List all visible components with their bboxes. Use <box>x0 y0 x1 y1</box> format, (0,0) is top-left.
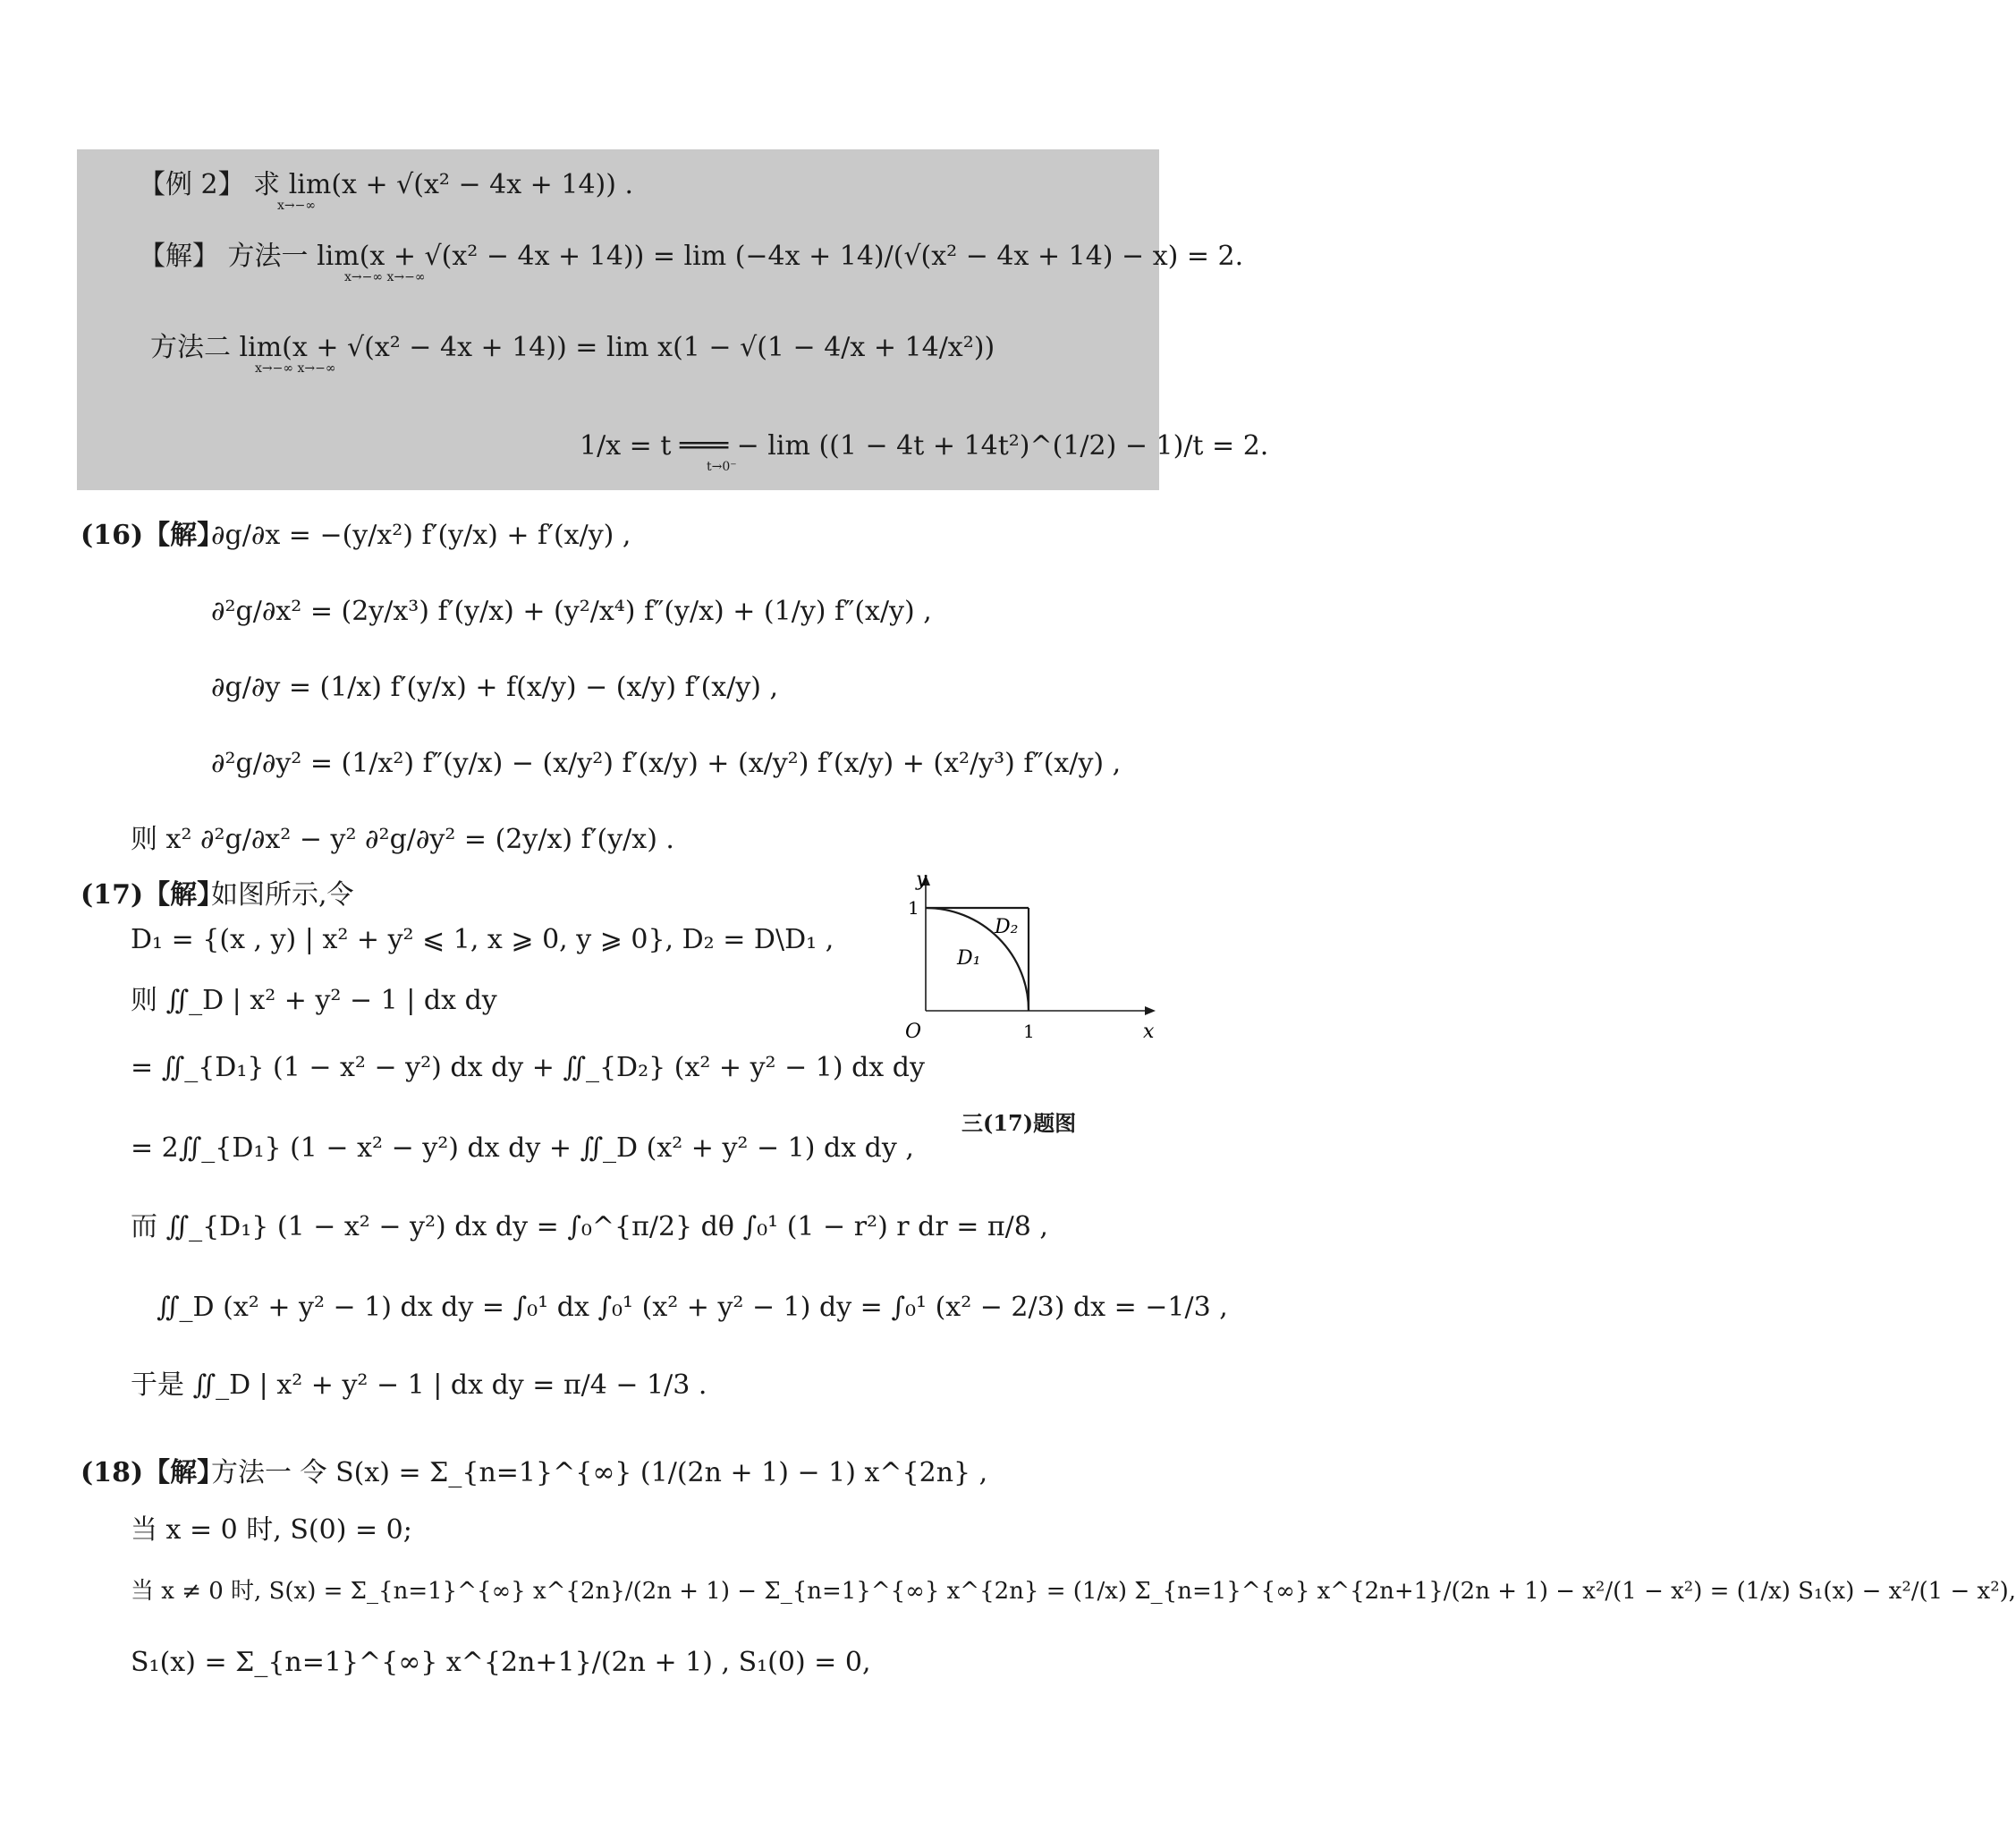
fig-y-one-label: 1 <box>908 897 919 919</box>
q18-line4: S₁(x) = Σ_{n=1}^{∞} x^{2n+1}/(2n + 1) , S₁(0) = 0, <box>131 1647 871 1678</box>
example-solution-method2-subscript: x→−∞ x→−∞ <box>255 361 336 376</box>
example-solution-method2: 方法二 lim(x + √(x² − 4x + 14)) = lim x(1 − √(1 − 4/x + 14/x²)) <box>150 332 995 363</box>
q16-label: (16)【解】 <box>80 520 224 551</box>
q17-line5: 而 ∬_{D₁} (1 − x² − y²) dx dy = ∫₀^{π/2} dθ ∫₀¹ (1 − r²) r dr = π/8 , <box>131 1211 1048 1242</box>
q17-label: (17)【解】 <box>80 879 224 911</box>
q16-line4: ∂²g/∂y² = (1/x²) f″(y/x) − (x/y²) f′(x/y) + (x/y²) f′(x/y) + (x²/y³) f″(x/y) , <box>211 748 1122 779</box>
fig-y-label: y <box>916 869 928 891</box>
q17-intro: 如图所示,令 <box>211 879 354 911</box>
fig-x-label: x <box>1143 1021 1155 1043</box>
q16-line2: ∂²g/∂x² = (2y/x³) f′(y/x) + (y²/x⁴) f″(y/x) + (1/y) f″(x/y) , <box>211 596 932 627</box>
example-title-subscript: x→−∞ <box>277 199 317 213</box>
x-axis-arrow-icon <box>1145 1006 1156 1015</box>
q17-line3: = ∬_{D₁} (1 − x² − y²) dx dy + ∬_{D₂} (x² + y² − 1) dx dy <box>131 1052 925 1083</box>
q17-line4: = 2∬_{D₁} (1 − x² − y²) dx dy + ∬_D (x² + y² − 1) dx dy , <box>131 1132 914 1164</box>
example-solution-method1: 【解】 方法一 lim(x + √(x² − 4x + 14)) = lim (−4x + 14)/(√(x² − 4x + 14) − x) = 2. <box>139 241 1244 272</box>
q17-line7: 于是 ∬_D | x² + y² − 1 | dx dy = π/4 − 1/3 . <box>131 1369 707 1401</box>
q18-line3: 当 x ≠ 0 时, S(x) = Σ_{n=1}^{∞} x^{2n}/(2n + 1) − Σ_{n=1}^{∞} x^{2n} = (1/x) Σ_{n=1}^{∞} x^{2n+1}/(2n + 1) − x²/(1 − x²) = (1/x) S₁(x) − x²/(1 − x²), <box>131 1578 2016 1605</box>
q16-line3: ∂g/∂y = (1/x) f′(y/x) + f(x/y) − (x/y) f′(x/y) , <box>211 672 779 703</box>
example-solution-method2-limit-subscript: t→0⁻ <box>707 460 737 474</box>
q18-label: (18)【解】 <box>80 1457 224 1488</box>
q17-line2: 则 ∬_D | x² + y² − 1 | dx dy <box>131 985 497 1016</box>
q16-line1: ∂g/∂x = −(y/x²) f′(y/x) + f′(x/y) , <box>211 520 631 551</box>
example-solution-method2-substitution: 1/x = t ═══ − lim ((1 − 4t + 14t²)^(1/2) − 1)/t = 2. <box>580 430 1269 462</box>
fig-x-one-label: 1 <box>1023 1021 1035 1042</box>
q17-figure <box>894 859 1181 1127</box>
fig-origin-label: O <box>905 1021 922 1043</box>
q17-line1: D₁ = {(x , y) | x² + y² ⩽ 1, x ⩾ 0, y ⩾ 0}, D₂ = D\D₁ , <box>131 924 834 955</box>
q18-line2: 当 x = 0 时, S(0) = 0; <box>131 1514 412 1546</box>
figure-caption: 三(17)题图 <box>961 1110 1077 1136</box>
q17-line6: ∬_D (x² + y² − 1) dx dy = ∫₀¹ dx ∫₀¹ (x² + y² − 1) dy = ∫₀¹ (x² − 2/3) dx = −1/3 , <box>157 1292 1228 1323</box>
example-solution-method1-subscript: x→−∞ x→−∞ <box>344 270 426 284</box>
q18-line1: 方法一 令 S(x) = Σ_{n=1}^{∞} (1/(2n + 1) − 1) x^{2n} , <box>211 1457 988 1488</box>
q16-line5: 则 x² ∂²g/∂x² − y² ∂²g/∂y² = (2y/x) f′(y/x) . <box>131 824 674 855</box>
fig-d2-label: D₂ <box>995 916 1019 938</box>
example-title: 【例 2】 求 lim(x + √(x² − 4x + 14)) . <box>139 169 634 200</box>
fig-d1-label: D₁ <box>957 947 981 970</box>
